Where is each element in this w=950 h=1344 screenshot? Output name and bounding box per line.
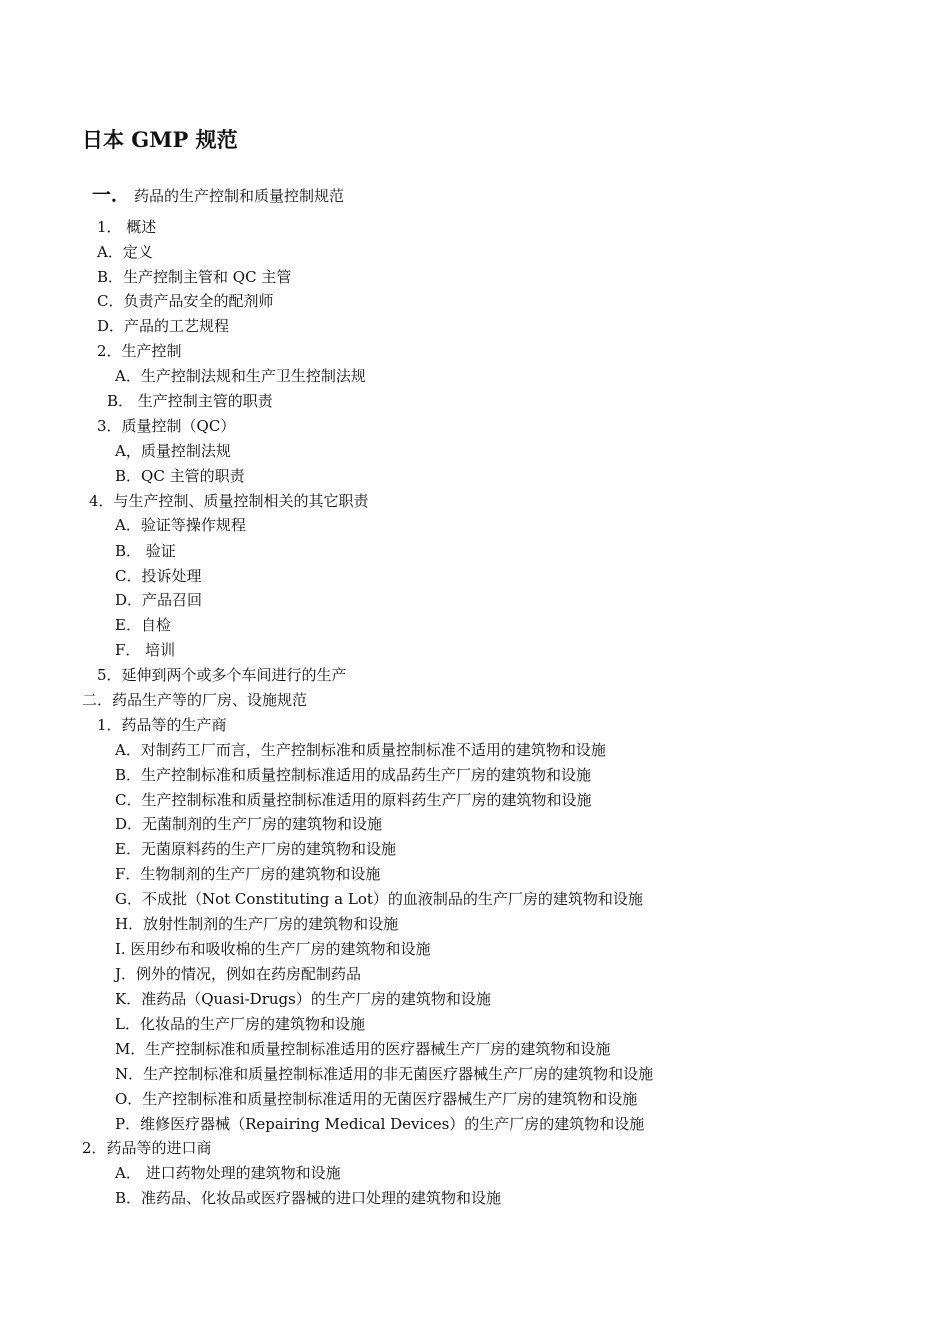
section-heading-1 [92, 180, 344, 207]
outline-item: I. 医用纱布和吸收棉的生产厂房的建筑物和设施 [115, 940, 431, 958]
outline-item: N．生产控制标准和质量控制标准适用的非无菌医疗器械生产厂房的建筑物和设施 [115, 1065, 654, 1083]
outline-item: A．定义 [97, 243, 153, 261]
outline-item: D．无菌制剂的生产厂房的建筑物和设施 [115, 815, 383, 833]
outline-item: C．生产控制标准和质量控制标准适用的原料药生产厂房的建筑物和设施 [115, 791, 592, 809]
outline-item: 2．生产控制 [97, 342, 182, 360]
outline-item: 3．质量控制（QC） [97, 417, 236, 435]
outline-item: P．维修医疗器械（Repairing Medical Devices）的生产厂房的建筑物和设施 [115, 1115, 645, 1133]
outline-item: A．验证等操作规程 [115, 516, 246, 534]
outline-item: C．负责产品安全的配剂师 [97, 292, 274, 310]
outline-item: G．不成批（Not Constituting a Lot）的血液制品的生产厂房的建筑物和设施 [115, 890, 643, 908]
outline-item: 2．药品等的进口商 [82, 1139, 212, 1157]
outline-item: F．生物制剂的生产厂房的建筑物和设施 [115, 865, 381, 883]
section-title: 药品的生产控制和质量控制规范 [134, 187, 345, 205]
outline-item: B．生产控制主管和 QC 主管 [97, 268, 292, 286]
outline-item: B．生产控制标准和质量控制标准适用的成品药生产厂房的建筑物和设施 [115, 766, 592, 784]
outline-item: E．自检 [115, 616, 171, 634]
outline-item: 1． 概述 [97, 218, 157, 236]
outline-item: H．放射性制剂的生产厂房的建筑物和设施 [115, 915, 399, 933]
outline-item: 二．药品生产等的厂房、设施规范 [82, 691, 308, 709]
outline-item: M．生产控制标准和质量控制标准适用的医疗器械生产厂房的建筑物和设施 [115, 1040, 611, 1058]
outline-item: D．产品的工艺规程 [97, 317, 230, 335]
outline-item: B． 生产控制主管的职责 [107, 392, 273, 410]
outline-item: A．生产控制法规和生产卫生控制法规 [115, 367, 366, 385]
outline-item: 1．药品等的生产商 [97, 716, 227, 734]
page-title: 日本 GMP 规范 [82, 127, 238, 152]
outline-item: F． 培训 [115, 641, 176, 659]
outline-item: J．例外的情况，例如在药房配制药品 [115, 965, 362, 983]
outline-item: B．准药品、化妆品或医疗器械的进口处理的建筑物和设施 [115, 1189, 502, 1207]
outline-item: 4．与生产控制、质量控制相关的其它职责 [89, 492, 369, 510]
outline-item: L．化妆品的生产厂房的建筑物和设施 [115, 1015, 365, 1033]
outline-item: D．产品召回 [115, 591, 203, 609]
outline-item: C．投诉处理 [115, 567, 202, 585]
outline-item: K．准药品（Quasi-Drugs）的生产厂房的建筑物和设施 [115, 990, 491, 1008]
outline-item: A，质量控制法规 [115, 442, 231, 460]
outline-item: 5．延伸到两个或多个车间进行的生产 [97, 666, 347, 684]
outline-item: B． 验证 [115, 542, 176, 560]
outline-item: A． 进口药物处理的建筑物和设施 [115, 1164, 341, 1182]
outline-item: E．无菌原料药的生产厂房的建筑物和设施 [115, 840, 396, 858]
section-number: 一． [92, 184, 131, 206]
outline-item: B．QC 主管的职责 [115, 467, 245, 485]
outline-item: A．对制药工厂而言，生产控制标准和质量控制标准不适用的建筑物和设施 [115, 741, 606, 759]
outline-item: O．生产控制标准和质量控制标准适用的无菌医疗器械生产厂房的建筑物和设施 [115, 1090, 638, 1108]
